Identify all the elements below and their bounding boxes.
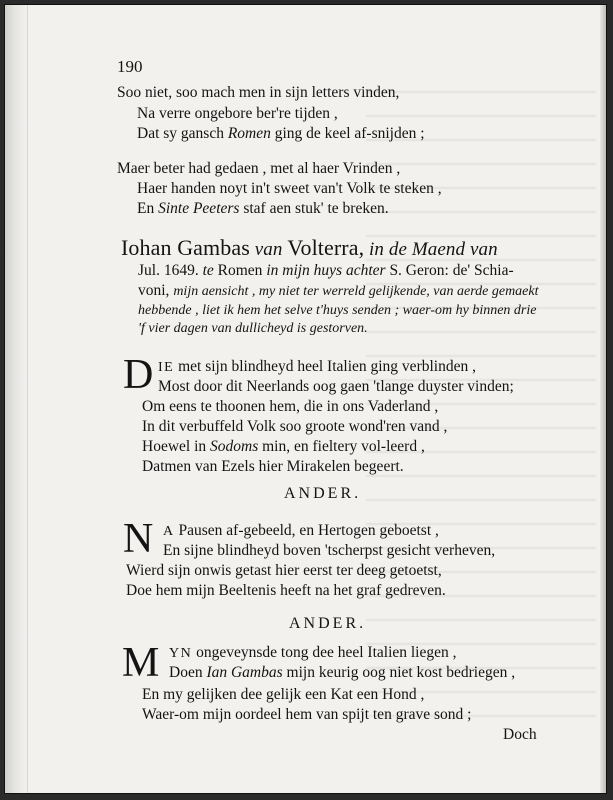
- subheading-line3: hebbende , liet ik hem het selve t'huys senden ; waer-om hy binnen drie: [138, 303, 537, 318]
- poem2-line3: Wierd sijn onwis getast hier eerst ter deeg getoetst,: [126, 562, 442, 579]
- section-heading: Iohan Gambas van Volterra, in de Maend van: [121, 235, 498, 260]
- poem2-line2: En sijne blindheyd boven 'tscherpst gesicht verheven,: [163, 542, 496, 559]
- stanza1-line3: Dat sy gansch Romen ging de keel af-snijden ;: [137, 125, 425, 142]
- poem2-line4: Doe hem mijn Beeltenis heeft na het graf gedreven.: [126, 582, 446, 599]
- page-content: [5, 5, 606, 793]
- dropcap-d: D: [123, 352, 154, 398]
- poem3-line2: Doen Ian Gambas mijn keurig oog niet kost bedriegen ,: [169, 664, 516, 681]
- ander-heading-2: ANDER.: [289, 615, 367, 632]
- subheading-line2: voni, mijn aensicht , my niet ter werreld gelijkende, van aerde gemaekt: [138, 282, 539, 299]
- subheading-line4: 'f vier dagen van dullicheyd is gestorven.: [138, 321, 368, 336]
- stanza2-line2: Haer handen noyt in't sweet van't Volk te steken ,: [137, 180, 442, 197]
- poem3-line1: YN ongeveynsde tong dee heel Italien liegen ,: [169, 644, 457, 661]
- ander-heading-1: ANDER.: [284, 485, 362, 502]
- poem2-line1: A Pausen af-gebeeld, en Hertogen geboetst ,: [163, 522, 439, 539]
- poem1-line4: In dit verbuffeld Volk soo groote wond'ren vand ,: [142, 418, 448, 435]
- poem3-line3: En my gelijken dee gelijk een Kat een Hond ,: [142, 686, 425, 703]
- poem1-line1: IE met sijn blindheyd heel Italien ging verblinden ,: [158, 358, 476, 375]
- stanza2-line3: En Sinte Peeters staf aen stuk' te breken.: [137, 200, 389, 217]
- page-number: 190: [117, 57, 143, 76]
- catchword: Doch: [503, 726, 537, 743]
- poem1-line2: Most door dit Neerlands oog gaen 'tlange duyster vinden;: [158, 378, 514, 395]
- stanza1-line1: Soo niet, soo mach men in sijn letters vinden,: [117, 84, 400, 101]
- poem1-line5: Hoewel in Sodoms min, en fieltery vol-leerd ,: [142, 438, 425, 455]
- dropcap-n: N: [123, 516, 154, 562]
- stanza1-line2: Na verre ongebore ber're tijden ,: [137, 105, 338, 122]
- poem3-line4: Waer-om mijn oordeel hem van spijt ten grave sond ;: [142, 706, 472, 723]
- dropcap-m: M: [122, 640, 160, 686]
- stanza2-line1: Maer beter had gedaen , met al haer Vrinden ,: [117, 160, 401, 177]
- poem1-line3: Om eens te thoonen hem, die in ons Vaderland ,: [142, 398, 439, 415]
- subheading-line1: Jul. 1649. te Romen in mijn huys achter S. Geron: de' Schia-: [138, 262, 514, 279]
- poem1-line6: Datmen van Ezels hier Mirakelen begeert.: [142, 458, 404, 475]
- book-page: [4, 4, 607, 794]
